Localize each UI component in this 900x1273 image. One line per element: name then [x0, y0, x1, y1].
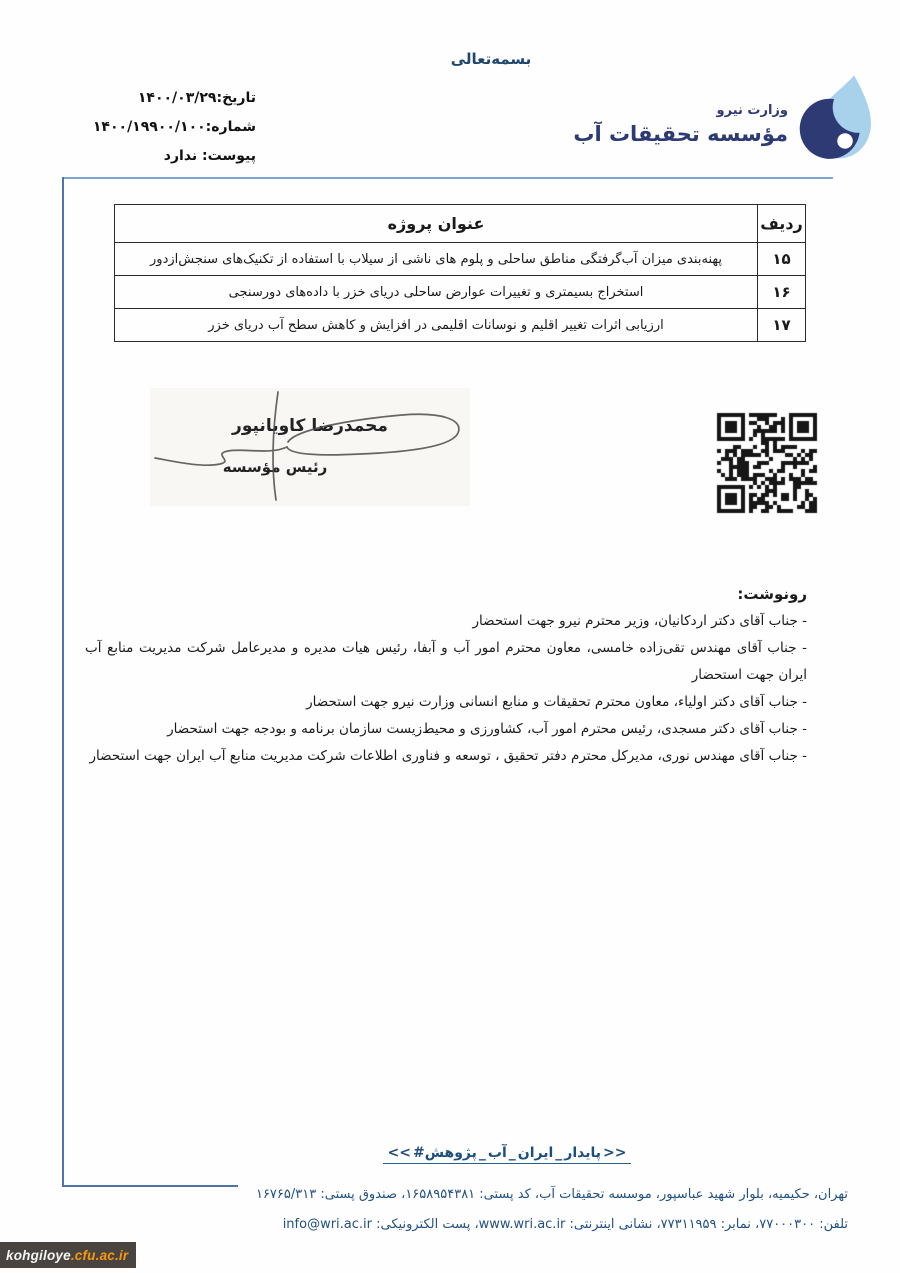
besmele-text: بسمه‌تعالی [450, 50, 532, 68]
row-number: ۱۷ [758, 309, 806, 342]
number-line [88, 113, 256, 142]
organization-logo [573, 70, 876, 170]
frame-line-left [62, 177, 64, 1187]
site-watermark [0, 1242, 136, 1268]
number-label: شماره: [205, 119, 256, 135]
signer-title: رئیس مؤسسه [222, 458, 328, 476]
cc-item: - جناب آقای مهندس تقی‌زاده خامسی، معاون محترم امور آب و آبفا، رئیس هیات مدیره و مدیرعامل شرکت مدیریت منابع آب ایران جهت استحضار [85, 640, 807, 683]
hashtag-part: _ [555, 1145, 563, 1161]
signature-block [150, 388, 470, 506]
date-value: ۱۴۰۰/۰۳/۲۹ [137, 90, 217, 106]
projects-table [114, 204, 806, 342]
column-header-project-title: عنوان پروژه [115, 205, 758, 243]
campaign-hashtag [383, 1145, 632, 1164]
date-line [88, 84, 256, 113]
table-row [115, 309, 806, 342]
logo-text [573, 102, 788, 148]
hashtag-part: _ [508, 1145, 516, 1161]
table-row [115, 276, 806, 309]
project-title: استخراج بسیمتری و تغییرات عوارض ساحلی دریای خزر با داده‌های دورسنجی [115, 276, 758, 309]
qr-code-image [716, 412, 818, 514]
cc-item: - جناب آقای مهندس نوری، مدیرکل محترم دفتر تحقیق ، توسعه و فناوری اطلاعات شرکت مدیریت منابع آب ایران جهت استحضار [89, 748, 807, 764]
attachment-line: پیوست: ندارد [163, 148, 256, 164]
table-header-row [115, 205, 806, 243]
row-number: ۱۶ [758, 276, 806, 309]
institute-name: مؤسسه تحقیقات آب [573, 122, 788, 146]
hashtag-part: #پژوهش [412, 1145, 477, 1161]
cc-item: - جناب آقای دکتر اردکانیان، وزیر محترم نیرو جهت استحضار [472, 613, 807, 629]
project-title: پهنه‌بندی میزان آب‌گرفتگی مناطق ساحلی و پلوم های ناشی از سیلاب با استفاده از تکنیک‌های سنجش‌ازدور [115, 243, 758, 276]
table-row [115, 243, 806, 276]
number-value: ۱۴۰۰/۱۹۹۰۰/۱۰۰ [92, 119, 206, 135]
water-drop-icon [794, 70, 876, 170]
date-label: تاریخ: [216, 90, 256, 106]
frame-line-top [62, 177, 833, 179]
signer-name: محمدرضا کاویانپور [232, 416, 388, 436]
hashtag-part: << [387, 1145, 411, 1161]
cc-item: - جناب آقای دکتر اولیاء، معاون محترم تحقیقات و منابع انسانی وزارت نیرو جهت استحضار [306, 694, 807, 710]
handwritten-signature-icon [150, 388, 470, 506]
watermark-main: kohgiloye [6, 1247, 71, 1263]
project-title: ارزیابی اثرات تغییر اقلیم و نوسانات اقلیمی در افزایش و کاهش سطح آب دریای خزر [115, 309, 758, 342]
row-number: ۱۵ [758, 243, 806, 276]
hashtag-part: آب [487, 1145, 507, 1161]
ministry-name: وزارت نیرو [716, 103, 788, 118]
hashtag-part: پایدار [564, 1145, 601, 1161]
hashtag-part: ایران [517, 1145, 554, 1161]
contact-line: تلفن: ۷۷۰۰۰۳۰۰، نمابر: ۷۷۳۱۱۹۵۹، نشانی اینترنتی: www.wri.ac.ir، پست الکترونیکی: info@wri.ac.ir [282, 1217, 848, 1232]
cc-title: رونوشت: [737, 585, 807, 603]
cc-item: - جناب آقای دکتر مسجدی، رئیس محترم امور آب، کشاورزی و محیط‌زیست سازمان برنامه و بودجه جهت استحضار [167, 721, 807, 737]
watermark-suffix: .cfu.ac.ir [70, 1247, 129, 1263]
cc-section [85, 585, 807, 770]
column-header-row-number: ردیف [758, 205, 806, 243]
hashtag-part: _ [478, 1145, 486, 1161]
letterhead-footer [48, 1180, 848, 1240]
address-line: تهران، حکیمیه، بلوار شهید عباسپور، موسسه تحقیقات آب، کد پستی: ۱۶۵۸۹۵۴۳۸۱، صندوق پستی: ۱۶۷۶۵/۳۱۳ [255, 1187, 848, 1202]
hashtag-part: >> [603, 1145, 627, 1161]
letter-meta [88, 84, 256, 171]
hashtag-row [0, 1142, 900, 1164]
